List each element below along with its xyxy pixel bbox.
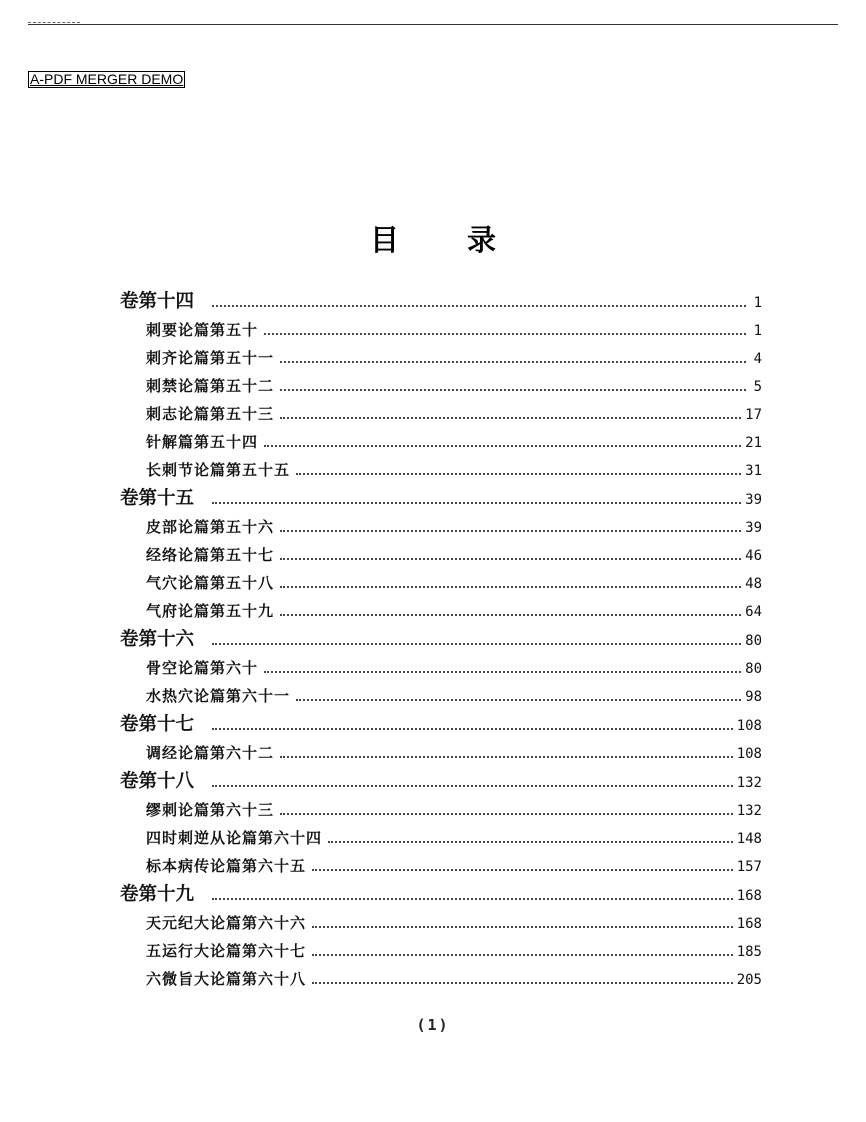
- toc-entry-label: 刺禁论篇第五十二: [146, 377, 275, 395]
- toc-dot-leader: [212, 643, 741, 645]
- toc-page-number: 80: [745, 633, 762, 649]
- toc-entry-label: 卷第十八: [120, 771, 195, 792]
- toc-entry-label: 皮部论篇第五十六: [146, 518, 275, 536]
- toc-page-number: 185: [736, 944, 762, 960]
- toc-entry-label: 针解篇第五十四: [146, 433, 259, 451]
- toc-entry-label: 四时刺逆从论篇第六十四: [146, 829, 323, 847]
- toc-entry-label: 经络论篇第五十七: [146, 546, 275, 564]
- toc-chapter-row[interactable]: [120, 937, 762, 965]
- toc-dot-leader: [312, 954, 733, 956]
- toc-page-number: 168: [736, 888, 762, 904]
- toc-entry-label: 六微旨大论篇第六十八: [146, 970, 307, 988]
- toc-dot-leader: [280, 417, 741, 419]
- toc-dot-leader: [280, 558, 741, 560]
- toc-volume-row[interactable]: [120, 625, 762, 654]
- toc-dot-leader: [312, 926, 733, 928]
- toc-entry-label: 水热穴论篇第六十一: [146, 687, 291, 705]
- toc-volume-row[interactable]: [120, 287, 762, 316]
- toc-dot-leader: [312, 982, 733, 984]
- toc-dot-leader: [280, 813, 733, 815]
- toc-page-number: 1: [753, 323, 762, 339]
- toc-chapter-row[interactable]: [120, 796, 762, 824]
- toc-entry-label: 卷第十四: [120, 291, 195, 312]
- toc-page-number: 4: [753, 351, 762, 367]
- toc-chapter-row[interactable]: [120, 824, 762, 852]
- toc-dot-leader: [212, 502, 741, 504]
- toc-page-number: 148: [736, 831, 762, 847]
- toc-chapter-row[interactable]: [120, 316, 762, 344]
- toc-dot-leader: [264, 333, 746, 335]
- toc-page-number: 48: [745, 576, 762, 592]
- toc-entry-label: 卷第十九: [120, 884, 195, 905]
- toc-entry-label: 卷第十六: [120, 629, 195, 650]
- toc-chapter-row[interactable]: [120, 965, 762, 993]
- toc-entry-label: 标本病传论篇第六十五: [146, 857, 307, 875]
- toc-volume-row[interactable]: [120, 710, 762, 739]
- toc-dot-leader: [312, 869, 733, 871]
- toc-entry-label: 五运行大论篇第六十七: [146, 942, 307, 960]
- toc-page-number: 39: [745, 520, 762, 536]
- toc-dot-leader: [296, 473, 741, 475]
- toc-chapter-row[interactable]: [120, 344, 762, 372]
- toc-page-number: 108: [736, 746, 762, 762]
- toc-volume-row[interactable]: [120, 767, 762, 796]
- toc-dot-leader: [212, 898, 733, 900]
- toc-dot-leader: [280, 756, 733, 758]
- toc-entry-label: 气府论篇第五十九: [146, 602, 275, 620]
- toc-page-number: 80: [745, 661, 762, 677]
- page-title: 目录: [369, 223, 564, 257]
- toc-entry-label: 缪刺论篇第六十三: [146, 801, 275, 819]
- toc-chapter-row[interactable]: [120, 428, 762, 456]
- toc-page-number: 46: [745, 548, 762, 564]
- toc-chapter-row[interactable]: [120, 739, 762, 767]
- toc-page-number: 1: [753, 295, 762, 311]
- toc-page-number: 108: [736, 718, 762, 734]
- toc-chapter-row[interactable]: [120, 909, 762, 937]
- toc-page-number: 17: [745, 407, 762, 423]
- toc-dot-leader: [296, 699, 741, 701]
- toc-entry-label: 天元纪大论篇第六十六: [146, 914, 307, 932]
- toc-dot-leader: [280, 361, 746, 363]
- table-of-contents: [120, 287, 762, 993]
- toc-entry-label: 刺齐论篇第五十一: [146, 349, 275, 367]
- page-number: (1): [416, 1016, 450, 1034]
- header-dashes: [28, 22, 80, 23]
- toc-entry-label: 卷第十七: [120, 714, 195, 735]
- toc-dot-leader: [328, 841, 733, 843]
- header-rule: [28, 24, 838, 25]
- toc-chapter-row[interactable]: [120, 569, 762, 597]
- toc-dot-leader: [212, 305, 746, 307]
- toc-chapter-row[interactable]: [120, 372, 762, 400]
- toc-chapter-row[interactable]: [120, 682, 762, 710]
- toc-entry-label: 卷第十五: [120, 488, 195, 509]
- toc-chapter-row[interactable]: [120, 654, 762, 682]
- toc-chapter-row[interactable]: [120, 513, 762, 541]
- toc-page-number: 64: [745, 604, 762, 620]
- toc-entry-label: 刺志论篇第五十三: [146, 405, 275, 423]
- toc-page-number: 168: [736, 916, 762, 932]
- toc-chapter-row[interactable]: [120, 400, 762, 428]
- toc-dot-leader: [280, 389, 746, 391]
- toc-page-number: 39: [745, 492, 762, 508]
- toc-entry-label: 刺要论篇第五十: [146, 321, 259, 339]
- toc-page-number: 132: [736, 775, 762, 791]
- toc-page-number: 132: [736, 803, 762, 819]
- toc-chapter-row[interactable]: [120, 597, 762, 625]
- toc-volume-row[interactable]: [120, 484, 762, 513]
- toc-dot-leader: [212, 728, 733, 730]
- toc-dot-leader: [280, 586, 741, 588]
- toc-page-number: 205: [736, 972, 762, 988]
- toc-page-number: 31: [745, 463, 762, 479]
- toc-entry-label: 骨空论篇第六十: [146, 659, 259, 677]
- toc-dot-leader: [280, 614, 741, 616]
- toc-dot-leader: [264, 671, 741, 673]
- toc-entry-label: 长刺节论篇第五十五: [146, 461, 291, 479]
- toc-chapter-row[interactable]: [120, 541, 762, 569]
- toc-dot-leader: [280, 530, 741, 532]
- toc-dot-leader: [212, 785, 733, 787]
- watermark-label: A-PDF MERGER DEMO: [30, 71, 184, 87]
- toc-entry-label: 调经论篇第六十二: [146, 744, 275, 762]
- toc-page-number: 21: [745, 435, 762, 451]
- toc-page-number: 157: [736, 859, 762, 875]
- toc-page-number: 5: [753, 379, 762, 395]
- toc-entry-label: 气穴论篇第五十八: [146, 574, 275, 592]
- toc-volume-row[interactable]: [120, 880, 762, 909]
- toc-chapter-row[interactable]: [120, 456, 762, 484]
- toc-page-number: 98: [745, 689, 762, 705]
- toc-dot-leader: [264, 445, 741, 447]
- toc-chapter-row[interactable]: [120, 852, 762, 880]
